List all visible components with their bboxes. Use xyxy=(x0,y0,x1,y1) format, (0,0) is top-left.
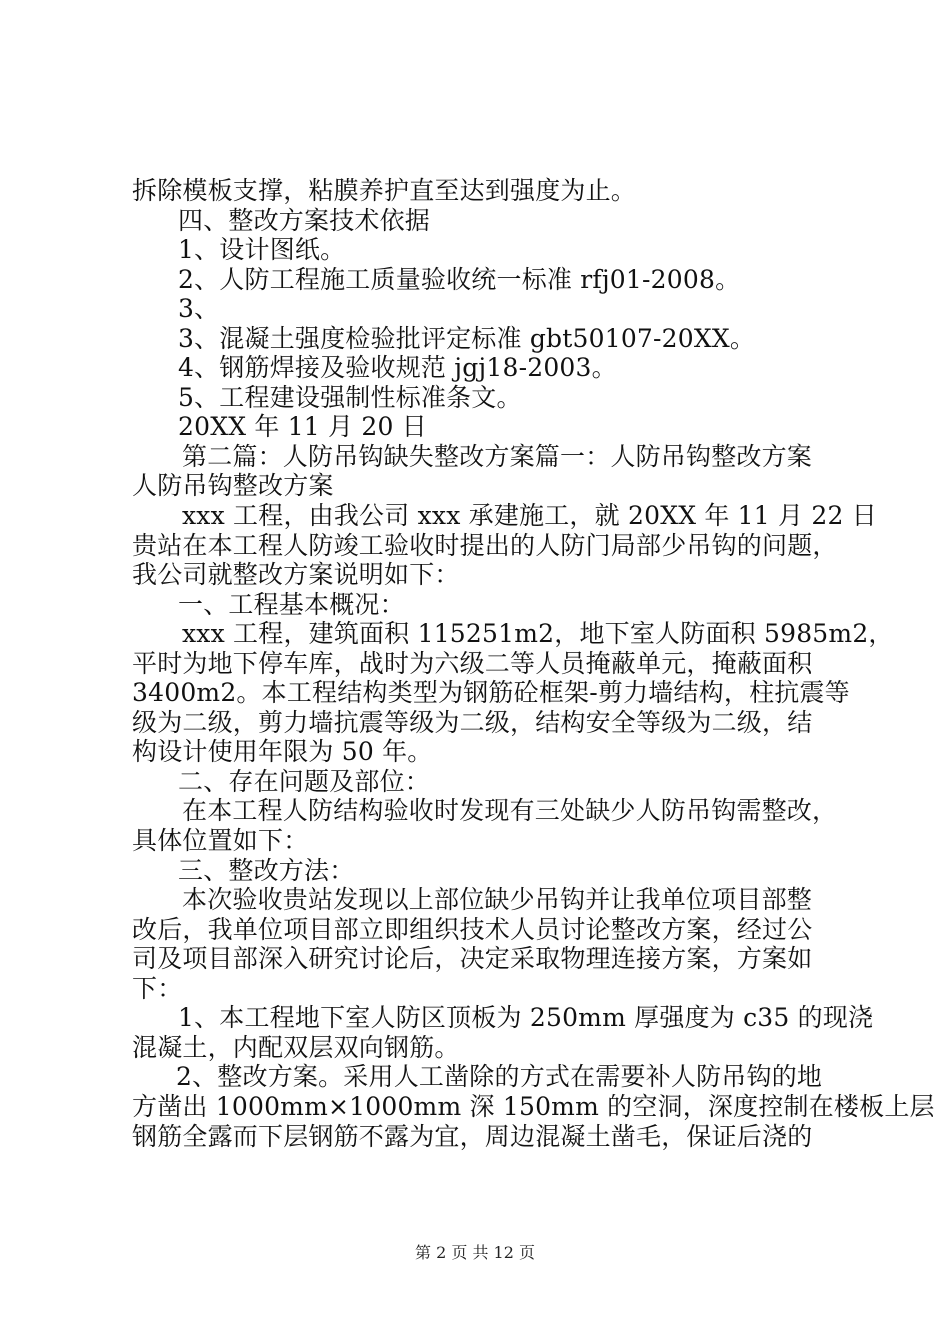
section-heading: 三、整改方法： xyxy=(178,855,355,885)
section-heading: 二、存在问题及部位： xyxy=(178,766,431,796)
text-line: 拆除模板支撑，粘膜养护直至达到强度为止。 xyxy=(132,176,637,205)
paragraph-line: 钢筋全露而下层钢筋不露为宜，周边混凝土凿毛，保证后浇的 xyxy=(132,1121,813,1151)
paragraph-line: 本次验收贵站发现以上部位缺少吊钩并让我单位项目部整 xyxy=(182,885,813,915)
list-item: 1、设计图纸。 xyxy=(178,235,346,265)
paragraph-line: 混凝土，内配双层双向钢筋。 xyxy=(132,1032,460,1062)
paragraph-line: 3400m2。本工程结构类型为钢筋砼框架-剪力墙结构，柱抗震等 xyxy=(132,678,850,708)
list-item: 3、混凝土强度检验批评定标准 gbt50107-20XX。 xyxy=(178,323,756,353)
list-item: 4、钢筋焊接及验收规范 jgj18-2003。 xyxy=(178,353,617,383)
paragraph-line: xxx 工程，由我公司 xxx 承建施工，就 20XX 年 11 月 22 日 xyxy=(182,501,877,531)
list-item: 2、人防工程施工质量验收统一标准 rfj01-2008。 xyxy=(178,264,741,294)
paragraph-line: 级为二级，剪力墙抗震等级为二级，结构安全等级为二级，结 xyxy=(132,707,813,737)
paragraph-line: 我公司就整改方案说明如下： xyxy=(132,560,460,590)
paragraph-line: 方凿出 1000mm×1000mm 深 150mm 的空洞，深度控制在楼板上层 xyxy=(132,1091,935,1121)
paragraph-line: xxx 工程，建筑面积 115251m2，地下室人防面积 5985m2， xyxy=(182,619,894,649)
paragraph-line: 平时为地下停车库，战时为六级二等人员掩蔽单元，掩蔽面积 xyxy=(132,648,813,678)
chapter-title: 第二篇：人防吊钩缺失整改方案篇一：人防吊钩整改方案 xyxy=(182,441,813,471)
section-heading: 一、工程基本概况： xyxy=(178,589,405,619)
chapter-title-continued: 人防吊钩整改方案 xyxy=(132,471,334,501)
page-footer: 第 2 页 共 12 页 xyxy=(415,1243,535,1262)
paragraph-line: 下： xyxy=(132,973,183,1003)
paragraph-line: 司及项目部深入研究讨论后，决定采取物理连接方案，方案如 xyxy=(132,944,813,974)
list-item: 5、工程建设强制性标准条文。 xyxy=(178,382,522,412)
list-item: 1、本工程地下室人防区顶板为 250mm 厚强度为 c35 的现浇 xyxy=(178,1003,874,1033)
paragraph-line: 构设计使用年限为 50 年。 xyxy=(132,737,433,767)
section-heading: 四、整改方案技术依据 xyxy=(178,205,431,235)
paragraph-line: 贵站在本工程人防竣工验收时提出的人防门局部少吊钩的问题， xyxy=(132,530,838,560)
document-body xyxy=(132,176,935,1151)
paragraph-line: 在本工程人防结构验收时发现有三处缺少人防吊钩需整改， xyxy=(182,796,838,826)
paragraph-line: 改后，我单位项目部立即组织技术人员讨论整改方案，经过公 xyxy=(132,914,813,944)
list-item: 2、整改方案。采用人工凿除的方式在需要补人防吊钩的地 xyxy=(176,1062,823,1092)
list-item: 3、 xyxy=(178,294,220,324)
paragraph-line: 具体位置如下： xyxy=(132,826,309,856)
date-line: 20XX 年 11 月 20 日 xyxy=(178,412,427,442)
